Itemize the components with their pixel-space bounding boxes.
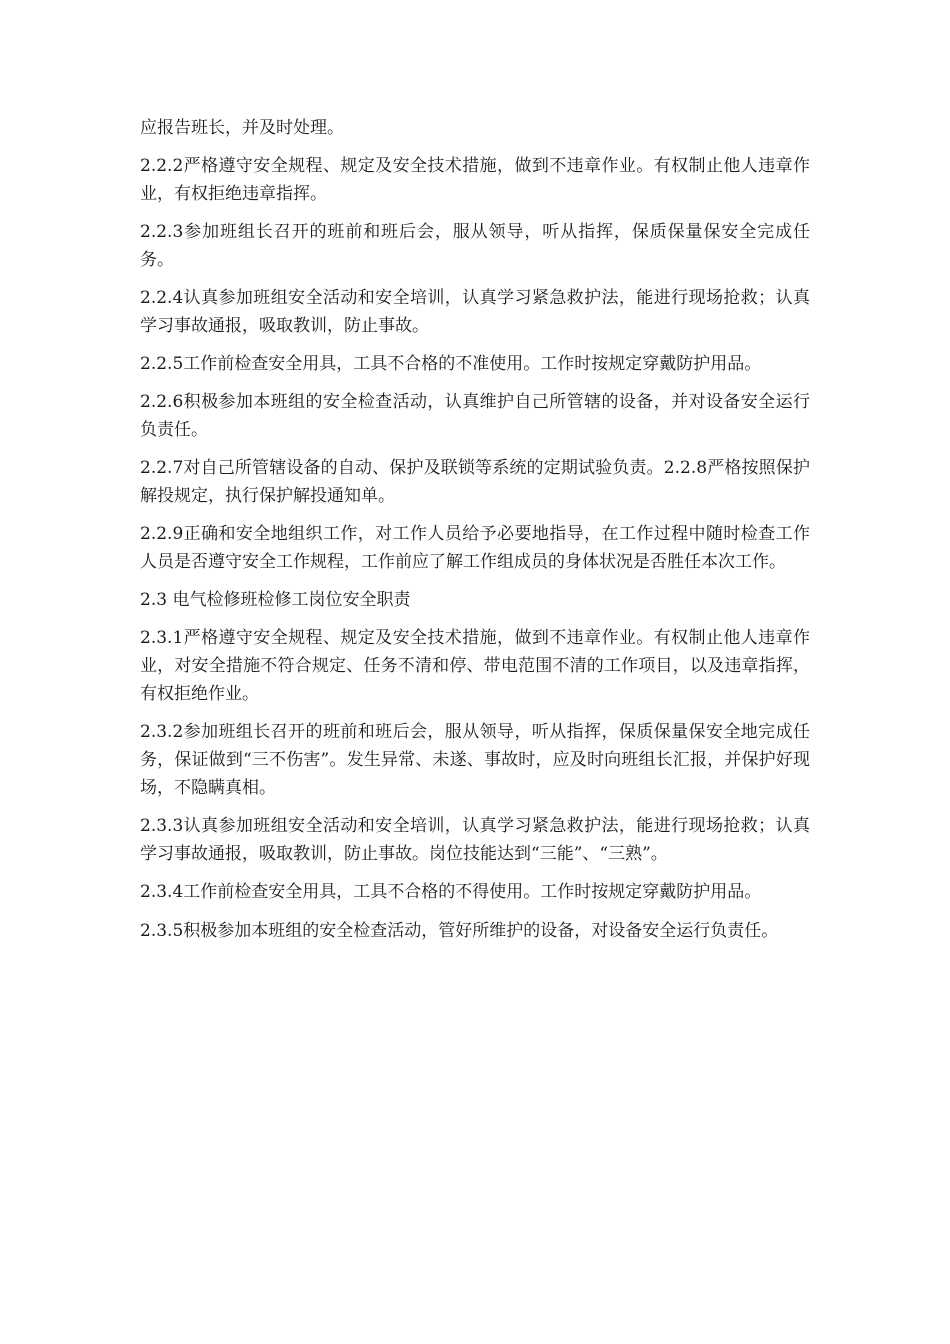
- paragraph-2-2-5: 2.2.5工作前检查安全用具，工具不合格的不准使用。工作时按规定穿戴防护用品。: [140, 354, 762, 374]
- paragraph-2-2-4: 2.2.4认真参加班组安全活动和安全培训，认真学习紧急救护法，能进行现场抢救；认真学习事故通报，吸取教训，防止事故。: [140, 288, 810, 336]
- paragraph-2-3-3: 2.3.3认真参加班组安全活动和安全培训，认真学习紧急救护法，能进行现场抢救；认真学习事故通报，吸取教训，防止事故。岗位技能达到“三能”、“三熟”。: [140, 816, 810, 864]
- paragraph-2-3-5: 2.3.5积极参加本班组的安全检查活动，管好所维护的设备，对设备安全运行负责任。: [140, 921, 779, 941]
- paragraph-2-2-9: 2.2.9正确和安全地组织工作，对工作人员给予必要地指导，在工作过程中随时检查工作人员是否遵守安全工作规程，工作前应了解工作组成员的身体状况是否胜任本次工作。: [140, 524, 810, 572]
- paragraph-2-2-6: 2.2.6积极参加本班组的安全检查活动，认真维护自己所管辖的设备，并对设备安全运行负责任。: [140, 392, 810, 440]
- section-heading-2-3: 2.3 电气检修班检修工岗位安全职责: [140, 590, 411, 610]
- paragraph-2-3-2: 2.3.2参加班组长召开的班前和班后会，服从领导，听从指挥，保质保量保安全地完成任务，保证做到“三不伤害”。发生异常、未遂、事故时，应及时向班组长汇报，并保护好现场，不隐瞒真相。: [140, 722, 810, 798]
- document-body: [140, 114, 810, 952]
- paragraph-2-2-3: 2.2.3参加班组长召开的班前和班后会，服从领导，听从指挥，保质保量保安全完成任务。: [140, 222, 810, 270]
- paragraph-2-3-1: 2.3.1严格遵守安全规程、规定及安全技术措施，做到不违章作业。有权制止他人违章作业，对安全措施不符合规定、任务不清和停、带电范围不清的工作项目，以及违章指挥，有权拒绝作业。: [140, 628, 810, 704]
- paragraph-2-3-4: 2.3.4工作前检查安全用具，工具不合格的不得使用。工作时按规定穿戴防护用品。: [140, 882, 762, 902]
- paragraph-2-2-2: 2.2.2严格遵守安全规程、规定及安全技术措施，做到不违章作业。有权制止他人违章作业，有权拒绝违章指挥。: [140, 156, 810, 204]
- paragraph-2-2-7: 2.2.7对自己所管辖设备的自动、保护及联锁等系统的定期试验负责。2.2.8严格按照保护解投规定，执行保护解投通知单。: [140, 458, 810, 506]
- paragraph-continuation: 应报告班长，并及时处理。: [140, 118, 344, 138]
